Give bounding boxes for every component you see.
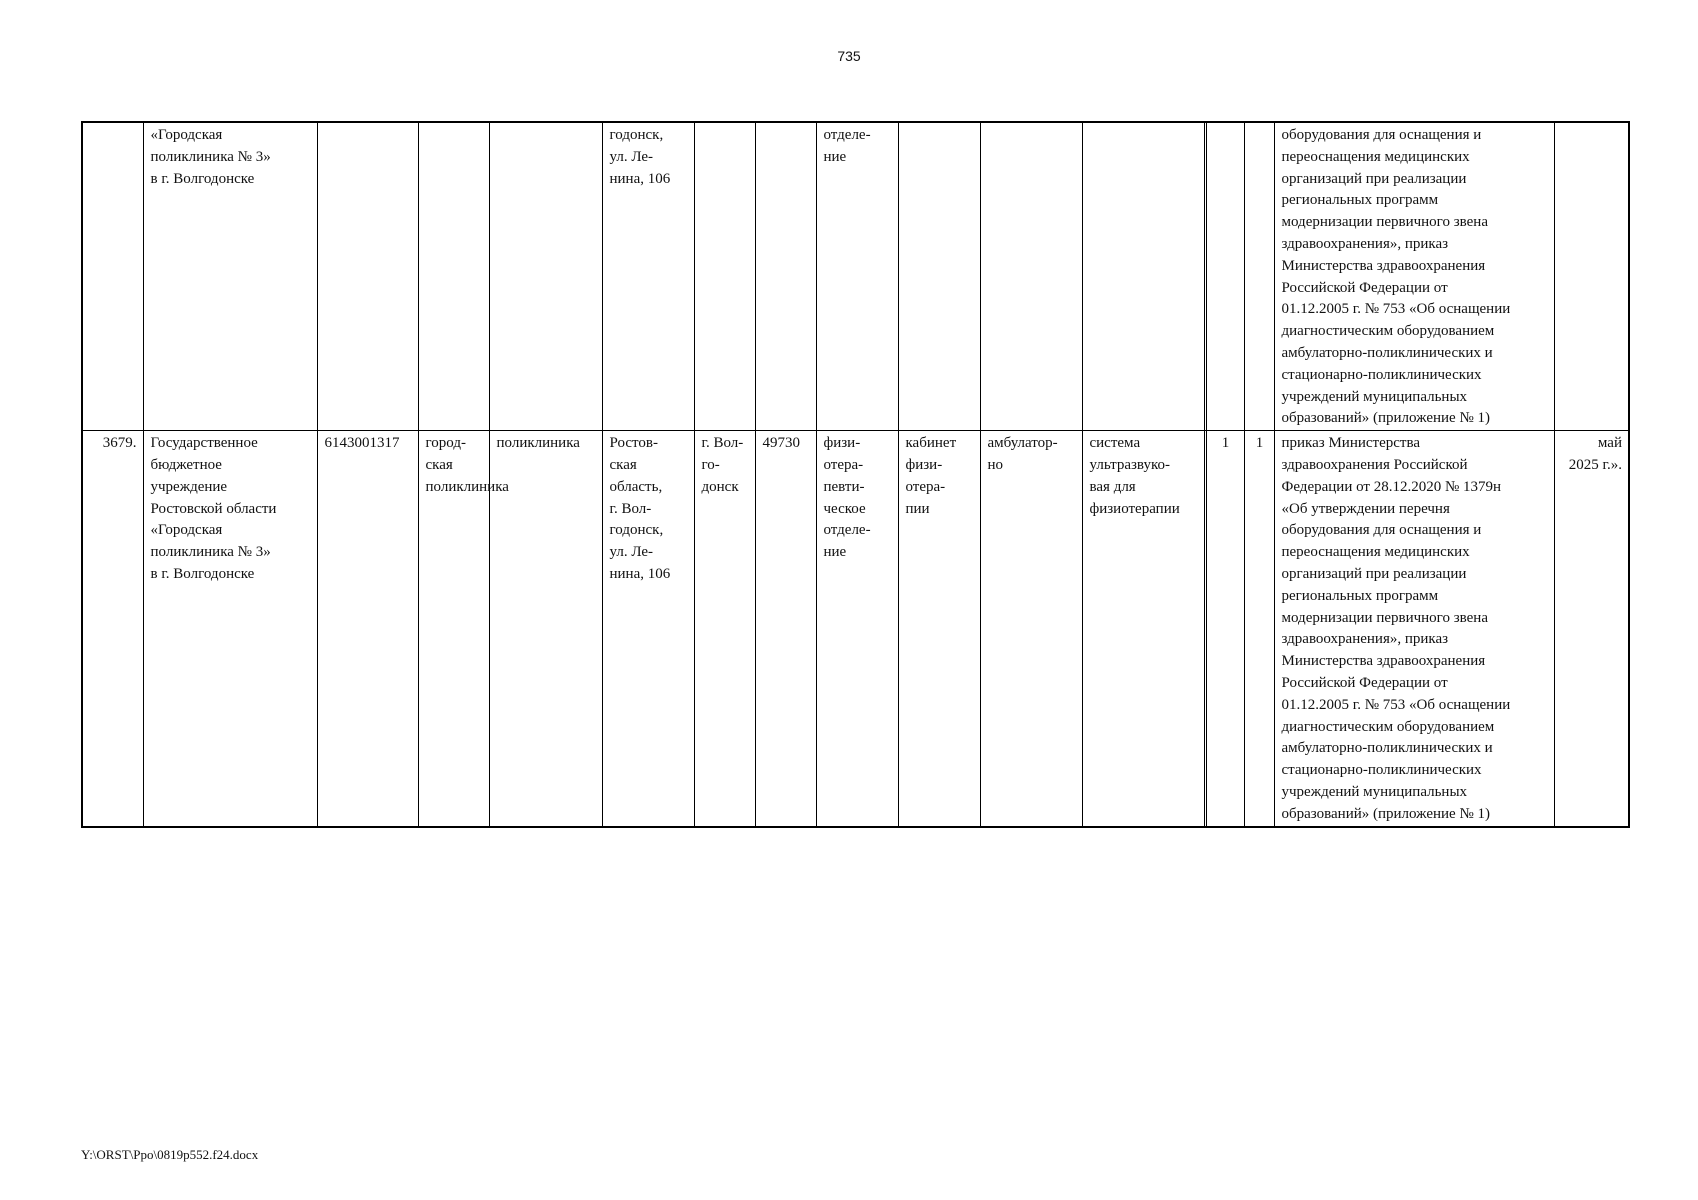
cell-inn	[317, 122, 418, 431]
cell-line: но	[987, 456, 1004, 473]
cell-department	[816, 122, 898, 431]
cell-line: отделе-	[823, 522, 871, 539]
cell-line: в г. Волгодонске	[150, 565, 255, 582]
cell-line: амбулатор-	[987, 435, 1058, 452]
page-number: 735	[837, 48, 861, 64]
cell-org-type	[418, 431, 509, 827]
cell-room	[898, 122, 980, 431]
cell-line: здравоохранения Российской	[1281, 456, 1468, 473]
cell-line: ние	[823, 544, 847, 561]
cell-qty1	[1206, 122, 1244, 431]
cell-line: Российской Федерации от	[1281, 674, 1448, 691]
cell-code: 49730	[755, 431, 816, 827]
cell-line: стационарно-поликлинических	[1281, 366, 1482, 383]
cell-line: амбулаторно-поликлинических и	[1281, 344, 1493, 361]
cell-line: «Об утверждении перечня	[1281, 500, 1450, 517]
cell-line: Федерации от 28.12.2020 № 1379н	[1281, 478, 1502, 495]
cell-line: физиотерапии	[1089, 500, 1180, 517]
cell-line: физи-	[905, 456, 943, 473]
cell-line: Министерства здравоохранения	[1281, 653, 1486, 670]
cell-line: донск	[701, 478, 739, 495]
cell-line: отера-	[905, 478, 946, 495]
cell-line: здравоохранения», приказ	[1281, 631, 1449, 648]
cell-locality	[694, 431, 755, 827]
cell-line: поликлиника № 3»	[150, 544, 271, 561]
cell-inn: 6143001317	[317, 431, 418, 827]
cell-line: региональных программ	[1281, 587, 1439, 604]
cell-room	[898, 431, 980, 827]
cell-line: организаций при реализации	[1281, 565, 1467, 582]
cell-line: поликлиника	[425, 478, 509, 495]
cell-line: оборудования для оснащения и	[1281, 522, 1482, 539]
cell-line: амбулаторно-поликлинических и	[1281, 740, 1493, 757]
cell-line: переоснащения медицинских	[1281, 148, 1470, 165]
cell-line: ская	[609, 456, 637, 473]
cell-line: отера-	[823, 456, 864, 473]
cell-line: май	[1597, 435, 1622, 452]
cell-address	[602, 122, 694, 431]
cell-line: Ростовской области	[150, 500, 277, 517]
cell-line: диагностическим оборудованием	[1281, 718, 1495, 735]
cell-line: ская	[425, 456, 453, 473]
cell-line: город-	[425, 435, 466, 452]
cell-line: ул. Ле-	[609, 544, 654, 561]
cell-line: в г. Волгодонске	[150, 170, 255, 187]
cell-line: физи-	[823, 435, 861, 452]
cell-line: пии	[905, 500, 930, 517]
cell-qty1: 1	[1206, 431, 1244, 827]
cell-line: оборудования для оснащения и	[1281, 127, 1482, 143]
cell-line: региональных программ	[1281, 192, 1439, 209]
table-row	[82, 431, 1629, 827]
cell-line: певти-	[823, 478, 865, 495]
cell-line: модернизации первичного звена	[1281, 214, 1488, 231]
cell-line: ул. Ле-	[609, 148, 654, 165]
cell-line: здравоохранения», приказ	[1281, 235, 1449, 252]
cell-organization	[143, 431, 317, 827]
cell-line: «Городская	[150, 127, 223, 143]
equipment-registry-table	[81, 121, 1630, 828]
cell-deadline	[1554, 431, 1629, 827]
cell-line: образований» (приложение № 1)	[1281, 410, 1491, 427]
cell-line: ческое	[823, 500, 866, 517]
cell-line: поликлиника № 3»	[150, 148, 271, 165]
cell-line: «Городская	[150, 522, 223, 539]
cell-line: учреждение	[150, 478, 228, 495]
cell-facility: поликлиника	[489, 431, 602, 827]
cell-line: отделе-	[823, 127, 871, 143]
cell-facility	[489, 122, 602, 431]
cell-line: годонск,	[609, 522, 664, 539]
cell-qty2: 1	[1244, 431, 1274, 827]
cell-line: приказ Министерства	[1281, 435, 1420, 452]
cell-line: г. Вол-	[701, 435, 744, 452]
cell-address	[602, 431, 694, 827]
cell-line: годонск,	[609, 127, 664, 143]
cell-line: Министерства здравоохранения	[1281, 257, 1486, 274]
cell-legal-basis	[1274, 431, 1554, 827]
cell-line: 2025 г.».	[1568, 456, 1622, 473]
cell-line: нина, 106	[609, 565, 671, 582]
cell-org-type	[418, 122, 489, 431]
cell-line: учреждений муниципальных	[1281, 388, 1468, 405]
cell-legal-basis	[1274, 122, 1554, 431]
cell-care-condition	[980, 122, 1082, 431]
cell-qty2	[1244, 122, 1274, 431]
cell-line: модернизации первичного звена	[1281, 609, 1488, 626]
cell-line: вая для	[1089, 478, 1136, 495]
file-path-footer: Y:\ORST\Ppo\0819p552.f24.docx	[81, 1147, 259, 1162]
cell-line: учреждений муниципальных	[1281, 783, 1468, 800]
cell-line: организаций при реализации	[1281, 170, 1467, 187]
cell-deadline	[1554, 122, 1629, 431]
table-row	[82, 122, 1629, 431]
cell-line: 01.12.2005 г. № 753 «Об оснащении	[1281, 696, 1511, 713]
cell-department	[816, 431, 898, 827]
cell-line: 01.12.2005 г. № 753 «Об оснащении	[1281, 301, 1511, 318]
cell-line: го-	[701, 456, 720, 473]
cell-line: система	[1089, 435, 1141, 452]
cell-line: нина, 106	[609, 170, 671, 187]
cell-equipment	[1082, 122, 1204, 431]
cell-equipment	[1082, 431, 1204, 827]
cell-line: ультразвуко-	[1089, 456, 1171, 473]
cell-line: кабинет	[905, 435, 957, 452]
cell-line: г. Вол-	[609, 500, 652, 517]
cell-line: Ростов-	[609, 435, 658, 452]
cell-line: бюджетное	[150, 456, 222, 473]
cell-line: Государственное	[150, 435, 258, 452]
cell-organization	[143, 122, 317, 431]
cell-num: 3679.	[82, 431, 143, 827]
cell-line: диагностическим оборудованием	[1281, 323, 1495, 340]
cell-line: переоснащения медицинских	[1281, 544, 1470, 561]
cell-care-condition	[980, 431, 1082, 827]
cell-code	[755, 122, 816, 431]
cell-line: ние	[823, 148, 847, 165]
cell-line: область,	[609, 478, 663, 495]
cell-num	[82, 122, 143, 431]
cell-line: стационарно-поликлинических	[1281, 762, 1482, 779]
cell-line: образований» (приложение № 1)	[1281, 805, 1491, 822]
cell-locality	[694, 122, 755, 431]
cell-line: Российской Федерации от	[1281, 279, 1448, 296]
